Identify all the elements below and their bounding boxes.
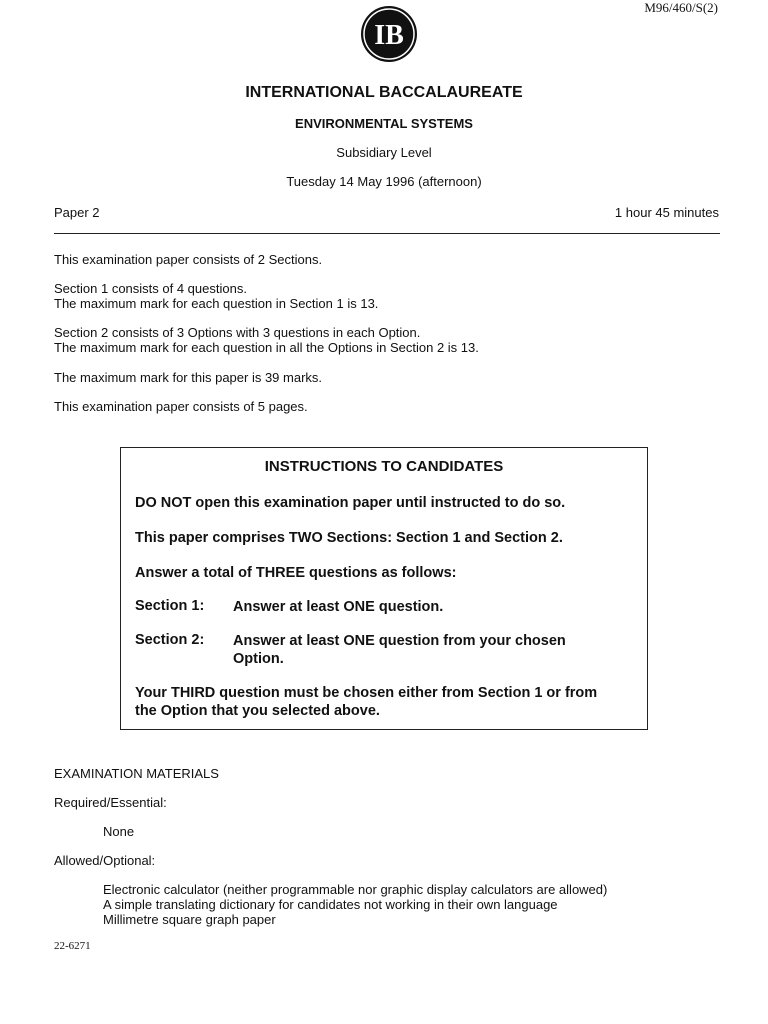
- instruction-section1-label: Section 1:: [135, 598, 205, 614]
- materials-allowed-label: Allowed/Optional:: [54, 853, 156, 868]
- paper-number: Paper 2: [54, 205, 100, 220]
- materials-required-item: None: [103, 824, 135, 839]
- ib-logo: [360, 5, 418, 63]
- exam-date: Tuesday 14 May 1996 (afternoon): [286, 174, 482, 189]
- instruction-section2-line-b: Option.: [233, 651, 284, 667]
- list-item: A simple translating dictionary for candidates not working in their own language: [103, 897, 558, 912]
- instruction-third-question: [135, 684, 597, 720]
- info-sections: This examination paper consists of 2 Sections.: [54, 252, 323, 267]
- header-divider: [54, 233, 720, 234]
- info-section2: [54, 325, 479, 355]
- materials-allowed-list: [103, 882, 607, 927]
- instruction-two-sections: This paper comprises TWO Sections: Section 1 and Section 2.: [135, 530, 563, 546]
- level-text: Subsidiary Level: [336, 145, 432, 160]
- instruction-section2-label: Section 2:: [135, 632, 205, 648]
- ib-logo-icon: [360, 5, 418, 63]
- instructions-title: INSTRUCTIONS TO CANDIDATES: [264, 458, 504, 475]
- svg-text:IB: IB: [374, 20, 404, 51]
- instructions-box: [120, 447, 648, 730]
- info-pages: This examination paper consists of 5 pages.: [54, 399, 308, 414]
- info-max-marks: The maximum mark for this paper is 39 marks.: [54, 370, 323, 385]
- instruction-section1-text: Answer at least ONE question.: [233, 599, 444, 615]
- subject-title: ENVIRONMENTAL SYSTEMS: [295, 116, 473, 131]
- exam-duration: 1 hour 45 minutes: [614, 205, 719, 220]
- instruction-third-line-b: the Option that you selected above.: [135, 703, 380, 719]
- instruction-do-not-open: DO NOT open this examination paper until instructed to do so.: [135, 495, 566, 511]
- info-section2-options: Section 2 consists of 3 Options with 3 questions in each Option.: [54, 325, 421, 340]
- info-section1-questions: Section 1 consists of 4 questions.: [54, 281, 247, 296]
- institution-title: INTERNATIONAL BACCALAUREATE: [245, 84, 523, 101]
- instruction-three-questions: Answer a total of THREE questions as follows:: [135, 565, 457, 581]
- materials-required-label: Required/Essential:: [54, 795, 167, 810]
- instruction-third-line-a: Your THIRD question must be chosen either from Section 1 or from: [135, 685, 598, 701]
- instruction-section2-text: [233, 632, 633, 668]
- info-section1-marks: The maximum mark for each question in Section 1 is 13.: [54, 296, 379, 311]
- instruction-section2-line-a: Answer at least ONE question from your chosen: [233, 633, 566, 649]
- info-section1: [54, 281, 378, 311]
- list-item: Electronic calculator (neither programmable nor graphic display calculators are allowed): [103, 882, 608, 897]
- materials-heading: EXAMINATION MATERIALS: [54, 766, 219, 781]
- footer-code: 22-6271: [54, 940, 91, 952]
- info-section2-marks: The maximum mark for each question in all the Options in Section 2 is 13.: [54, 340, 479, 355]
- list-item: Millimetre square graph paper: [103, 912, 276, 927]
- paper-code: M96/460/S(2): [644, 0, 718, 15]
